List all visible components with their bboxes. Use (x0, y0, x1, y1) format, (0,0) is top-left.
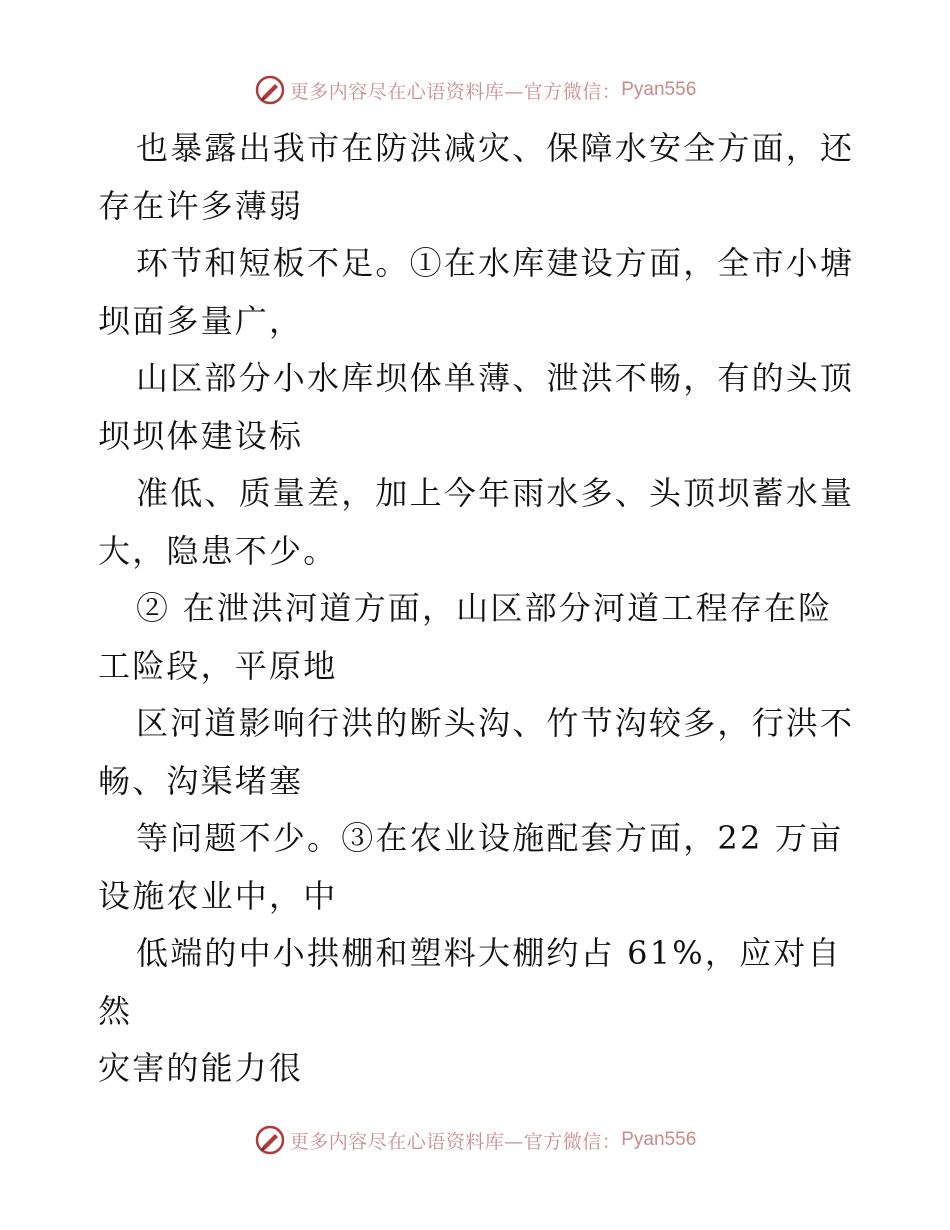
paragraph (98, 695, 858, 810)
paragraph-continuation: 坝坝体建设标 (98, 416, 304, 455)
pen-logo-icon (254, 1124, 286, 1156)
paragraph (98, 810, 858, 925)
paragraph-first-line: 区河道影响行洪的断头沟、竹节沟较多，行洪不 (136, 704, 855, 742)
paragraph-continuation: 坝面多量广， (98, 301, 304, 340)
watermark-text: 更多内容尽在心语资料库—官方微信： (289, 1130, 622, 1153)
paragraph-first-line: 等问题不少。③在农业设施配套方面，22 万亩 (136, 819, 844, 857)
watermark-wechat-id: Pyan556 (621, 1129, 697, 1150)
pen-logo-icon (254, 74, 286, 106)
watermark-wechat-id: Pyan556 (621, 79, 697, 100)
paragraph-first-line: 环节和短板不足。①在水库建设方面，全市小塘 (136, 244, 855, 282)
paragraph (98, 465, 858, 580)
paragraph (98, 580, 858, 695)
paragraph-continuation: 存在许多薄弱 (98, 186, 304, 225)
paragraph (98, 235, 858, 350)
paragraph-first-line: 准低、质量差，加上今年雨水多、头顶坝蓄水量 (136, 474, 855, 512)
paragraph-continuation: 灾害的能力很 (98, 1049, 304, 1087)
paragraph-first-line: 山区部分小水库坝体单薄、泄洪不畅，有的头顶 (136, 359, 855, 397)
paragraph-first-line: 也暴露出我市在防洪减灾、保障水安全方面，还 (136, 129, 855, 167)
page-header-watermark (0, 70, 950, 110)
paragraph-continuation: 大，隐患不少。 (98, 531, 338, 570)
paragraph-first-line: 低端的中小拱棚和塑料大棚约占 61%，应对自然 (98, 934, 842, 1030)
paragraph (98, 350, 858, 465)
page-footer-watermark (0, 1120, 950, 1160)
paragraph-continuation: 设施农业中，中 (98, 876, 338, 915)
paragraph-first-line: ② 在泄洪河道方面，山区部分河道工程存在险 (136, 589, 833, 627)
paragraph-continuation: 畅、沟渠堵塞 (98, 761, 304, 800)
paragraph-continuation: 工险段，平原地 (98, 646, 338, 685)
paragraph (98, 925, 858, 1098)
document-body (98, 120, 858, 1098)
watermark-text: 更多内容尽在心语资料库—官方微信： (289, 80, 622, 103)
paragraph (98, 120, 858, 235)
